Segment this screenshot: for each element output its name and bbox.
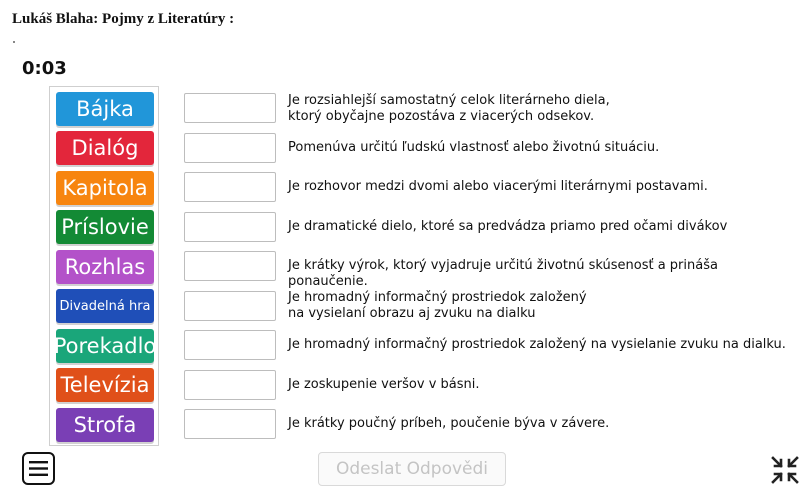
tile-porekadlo[interactable]: Porekadlo [56,329,154,363]
drop-slot-7[interactable] [184,330,276,360]
description-8-line-1: Je zoskupenie veršov v básni. [288,377,480,392]
collapse-button[interactable] [770,455,800,485]
submit-answers-button[interactable]: Odeslat Odpovědi [318,452,506,486]
description-4-line-1: Je dramatické dielo, ktoré sa predvádza priamo pred očami divákov [288,219,728,234]
drop-slot-8[interactable] [184,370,276,400]
description-2-line-1: Pomenúva určitú ľudskú vlastnosť alebo životnú situáciu. [288,140,660,155]
description-5 [288,258,788,290]
timer: 0:03 [22,58,67,79]
description-3-line-1: Je rozhovor medzi dvomi alebo viacerými literárnymi postavami. [288,179,708,194]
description-6-line-1: Je hromadný informačný prostriedok založený [288,290,587,305]
description-3 [288,179,788,195]
drop-slot-9[interactable] [184,409,276,439]
tile-televizia[interactable]: Televízia [56,368,154,402]
activity-title: Lukáš Blaha: Pojmy z Literatúry : [12,11,235,27]
tile-kapitola[interactable]: Kapitola [56,171,154,205]
menu-icon [29,460,48,477]
drop-slot-1[interactable] [184,93,276,123]
tile-dialog[interactable]: Dialóg [56,131,154,165]
tile-bajka[interactable]: Bájka [56,92,154,126]
description-1-line-1: Je rozsiahlejší samostatný celok literárneho diela, [288,93,610,108]
collapse-icon [770,455,800,485]
description-1 [288,93,788,125]
drop-slot-2[interactable] [184,133,276,163]
tile-rozhlas[interactable]: Rozhlas [56,250,154,284]
description-1-line-2: ktorý obyčajne pozostáva z viacerých odsekov. [288,109,595,124]
description-5-line-1: Je krátky výrok, ktorý vyjadruje určitú životnú skúsenosť a prináša ponaučenie. [288,258,718,289]
description-4 [288,219,788,235]
description-7-line-1: Je hromadný informačný prostriedok založený na vysielanie zvuku na dialku. [288,337,786,352]
drop-slot-4[interactable] [184,212,276,242]
tiles-panel [49,86,159,446]
drop-slot-6[interactable] [184,291,276,321]
description-9 [288,416,788,432]
description-9-line-1: Je krátky poučný príbeh, poučenie býva v závere. [288,416,610,431]
description-7 [288,337,788,353]
drop-slot-3[interactable] [184,172,276,202]
tile-divadelna-hra[interactable]: Divadelná hra [56,289,154,323]
drop-slot-5[interactable] [184,251,276,281]
description-6 [288,290,788,322]
divider-dot [13,41,15,43]
menu-button[interactable] [22,452,55,485]
tile-strofa[interactable]: Strofa [56,408,154,442]
description-6-line-2: na vysielaní obrazu aj zvuku na dialku [288,306,536,321]
description-2 [288,140,788,156]
tile-prislovie[interactable]: Príslovie [56,210,154,244]
description-8 [288,377,788,393]
